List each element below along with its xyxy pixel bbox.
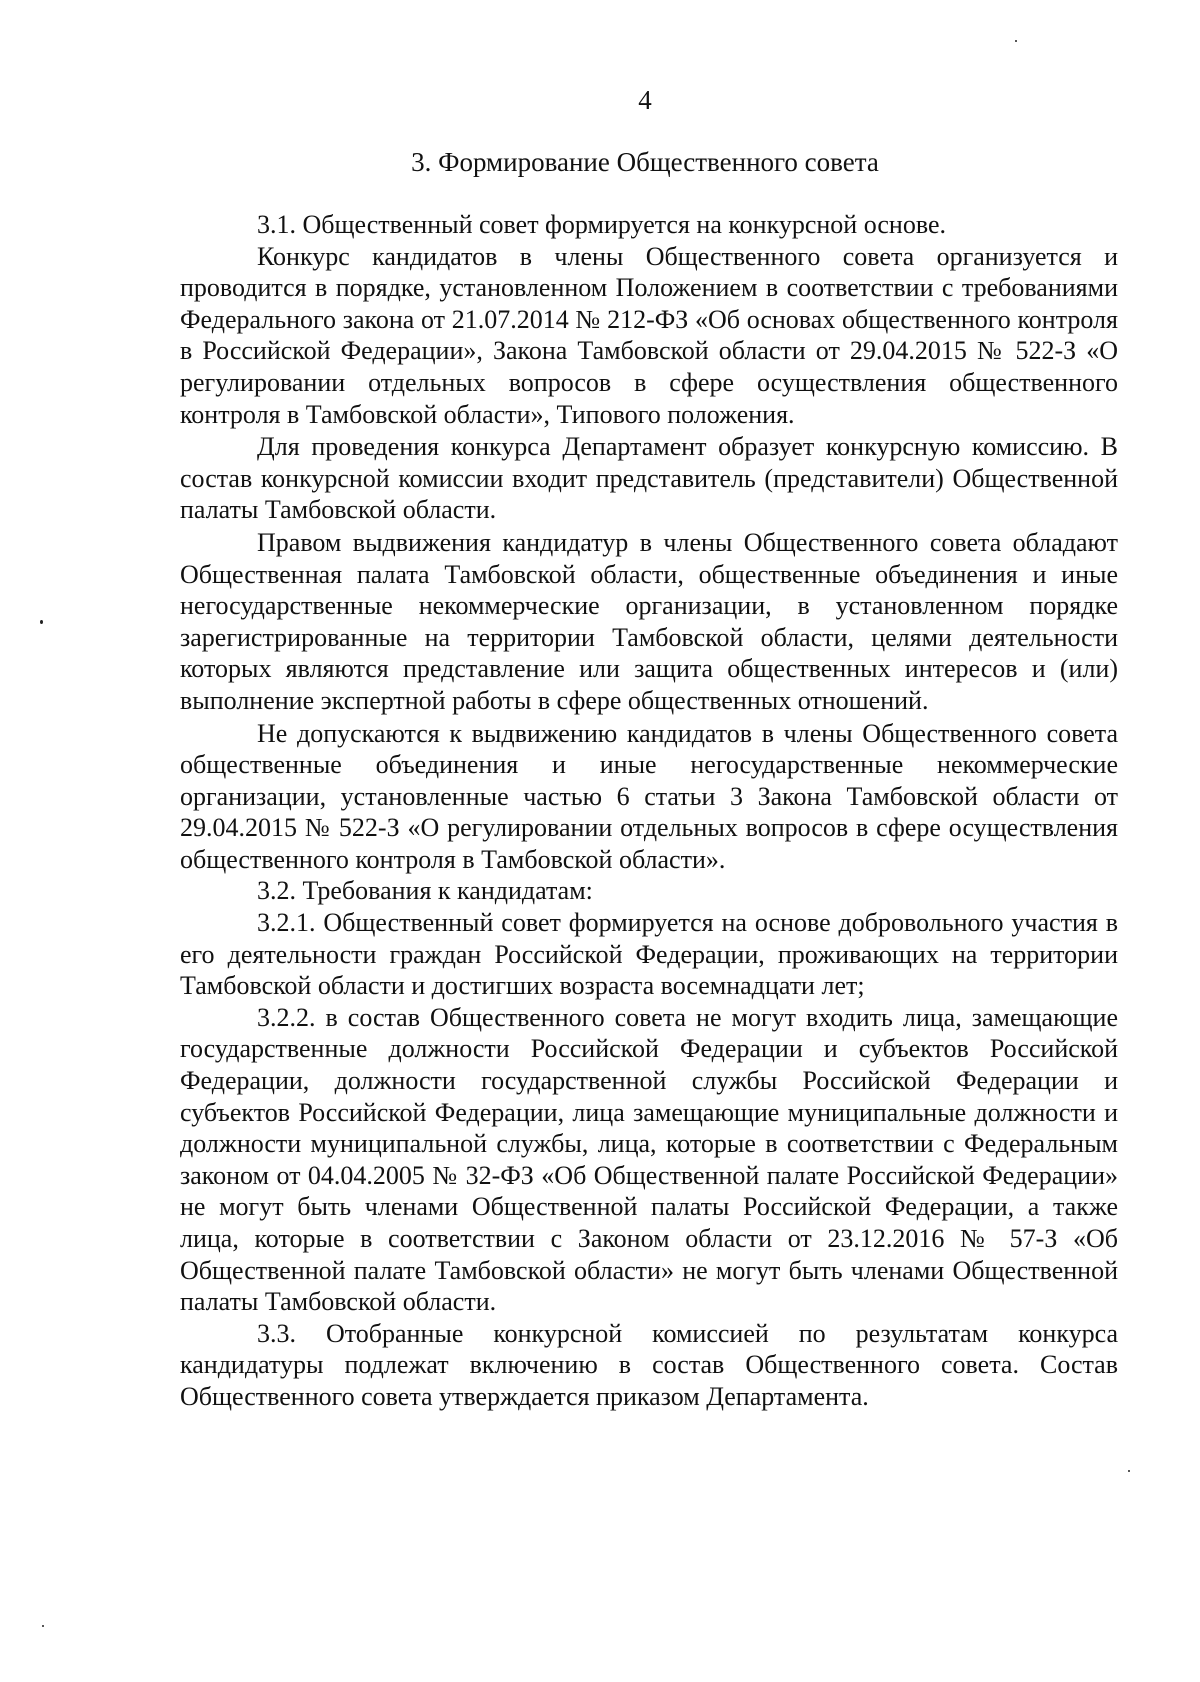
page-number: 4 xyxy=(638,85,652,115)
scan-speck xyxy=(1015,40,1017,42)
paragraph-3-1: 3.1. Общественный совет формируется на конкурсной основе. xyxy=(257,210,946,239)
paragraph-3-3: 3.3. Отобранные конкурсной комиссией по результатам конкурса кандидатуры подлежат включению в состав Общественного совета. Состав Общественного совета утверждается приказом Департамента. xyxy=(180,1318,1118,1411)
paragraph-3-2-1: 3.2.1. Общественный совет формируется на основе добровольного участия в его деятельности граждан Российской Федерации, проживающих на территории Тамбовской области и достигших возраста восемнадцати лет; xyxy=(180,908,1118,1001)
scan-speck xyxy=(42,1625,44,1627)
paragraph-nomination-right: Правом выдвижения кандидатур в члены Общественного совета обладают Общественная палата Тамбовской области, общественные объединения и иные негосударственные некоммерческие организации, в установленном порядке зарегистрированные на территории Тамбовской области, целями деятельности которых являются представление или защита общественных интересов и (или) выполнение экспертной работы в сфере общественных отношений. xyxy=(180,527,1118,715)
paragraph-3-2-2: 3.2.2. в состав Общественного совета не могут входить лица, замещающие государственные должности Российской Федерации и субъектов Российской Федерации, должности государственной службы Российской Федерации и субъектов Российской Федерации, лица замещающие муниципальные должности и должности муниципальной службы, лица, которые в соответствии с Федеральным законом от 04.04.2005 № 32-ФЗ «Об Общественной палате Российской Федерации» не могут быть членами Общественной палаты Российской Федерации, а также лица, которые в соответствии с Законом области от 23.12.2016 № 57-З «Об Общественной палате Тамбовской области» не могут быть членами Общественной палаты Тамбовской области. xyxy=(180,1002,1118,1317)
document-body xyxy=(180,209,1118,1413)
paragraph-competition: Конкурс кандидатов в члены Общественного совета организуется и проводится в порядке, установленном Положением в соответствии с требованиями Федерального закона от 21.07.2014 № 212-ФЗ «Об основах общественного контроля в Российской Федерации», Закона Тамбовской области от 29.04.2015 № 522-З «О регулировании отдельных вопросов в сфере осуществления общественного контроля в Тамбовской области», Типового положения. xyxy=(180,241,1118,429)
scan-speck xyxy=(1128,1470,1130,1472)
section-title: 3. Формирование Общественного совета xyxy=(411,147,879,177)
paragraph-nomination-exclusions: Не допускаются к выдвижению кандидатов в члены Общественного совета общественные объединения и иные негосударственные некоммерческие организации, установленные частью 6 статьи 3 Закона Тамбовской области от 29.04.2015 № 522-З «О регулировании отдельных вопросов в сфере осуществления общественного контроля в Тамбовской области». xyxy=(180,718,1118,874)
paragraph-3-2: 3.2. Требования к кандидатам: xyxy=(257,876,593,906)
paragraph-commission: Для проведения конкурса Департамент образует конкурсную комиссию. В состав конкурсной комиссии входит представитель (представители) Общественной палаты Тамбовской области. xyxy=(180,432,1118,525)
scan-speck xyxy=(40,620,43,624)
